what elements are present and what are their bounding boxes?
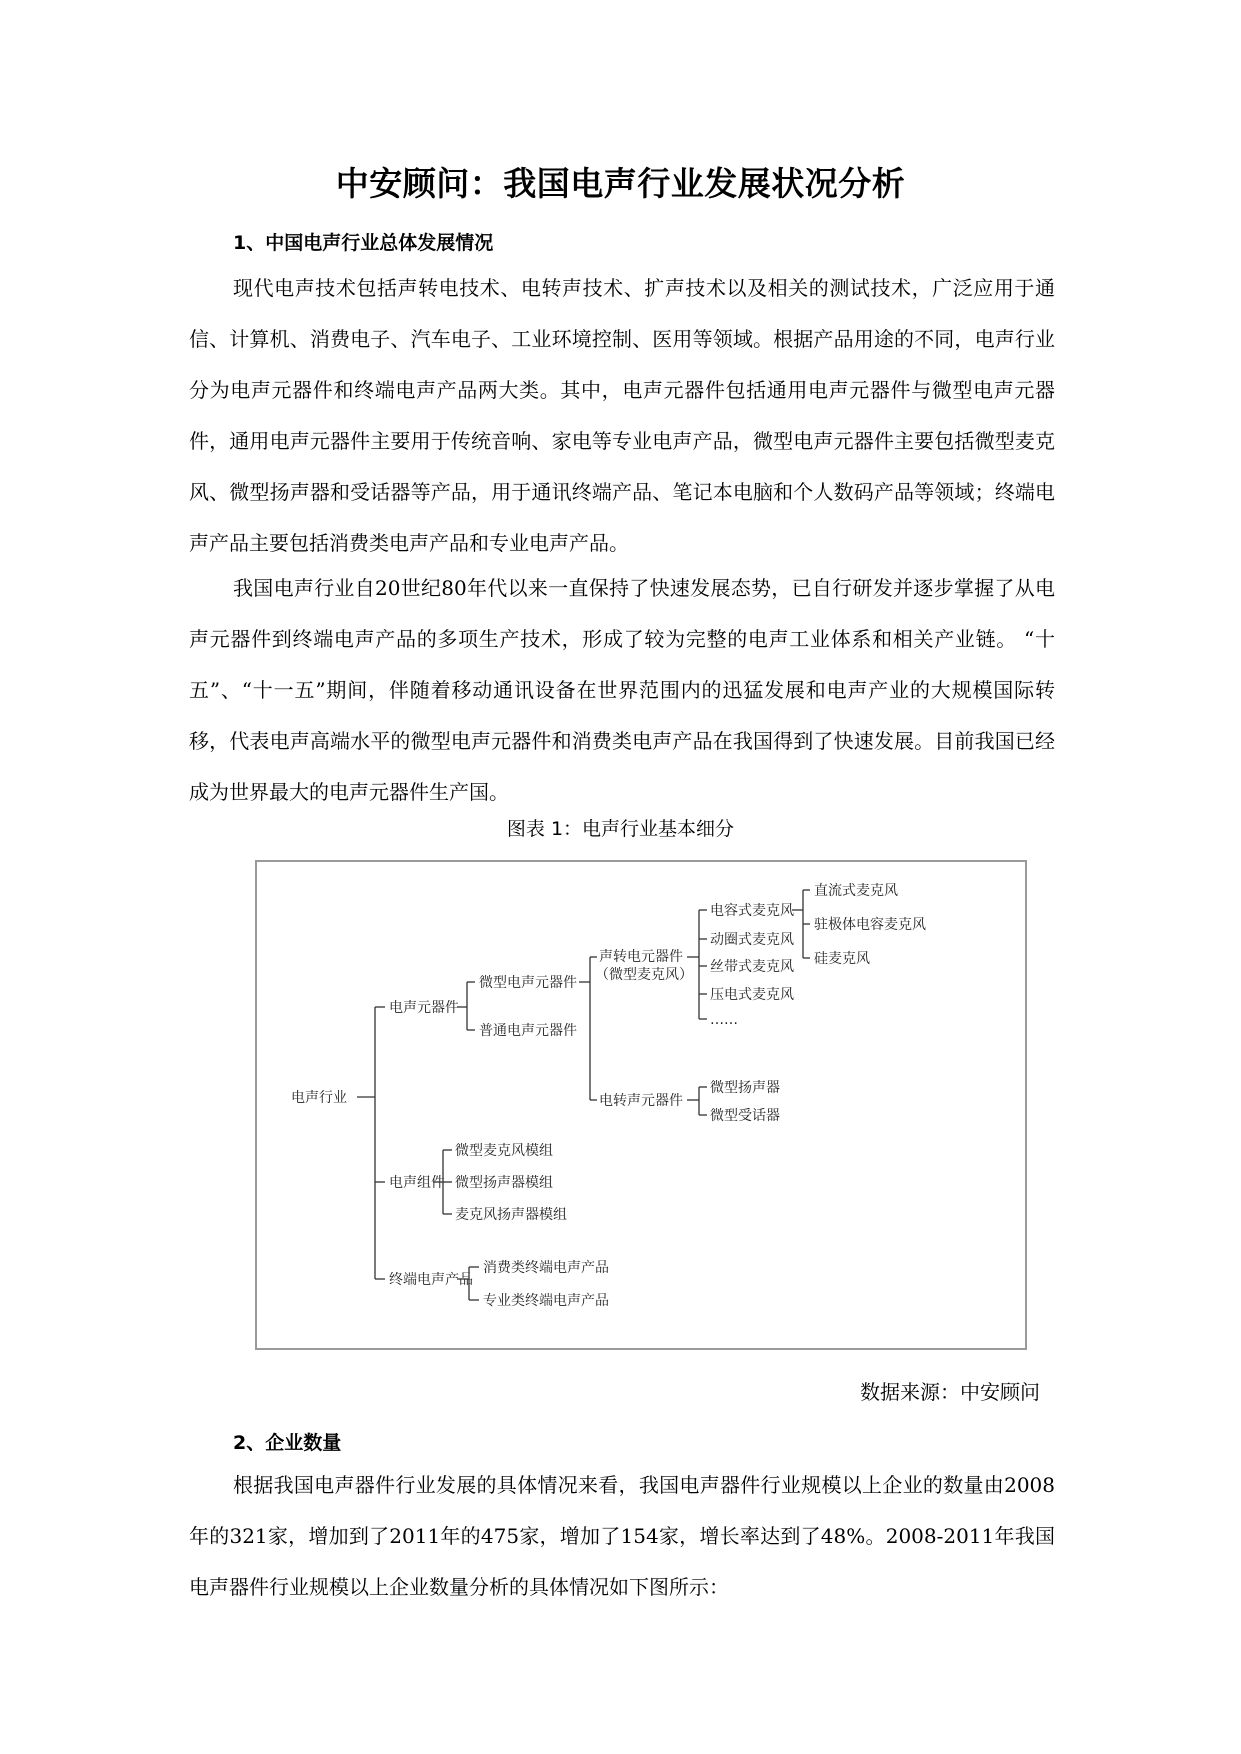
tree-speaker-module: 微型扬声器模组 xyxy=(455,1175,553,1191)
tree-piezo-mic: 压电式麦克风 xyxy=(710,987,794,1003)
tree-more-mics: …… xyxy=(710,1012,738,1028)
paragraph-2: 我国电声行业自20世纪80年代以来一直保持了快速发展态势，已自行研发并逐步掌握了从电声元器件到终端电声产品的多项生产技术，形成了较为完整的电声工业体系和相关产业链。 “十五”、“十一五”期间，伴随着移动通讯设备在世界范围内的迅猛发展和电声产业的大规模国际转移，代表电声高端水平的微型电声元器件和消费类电声产品在我国得到了快速发展。目前我国已经成为世界最大的电声元器件生产国。 xyxy=(189,576,1055,804)
section-2-heading: 2、企业数量 xyxy=(233,1432,342,1454)
tree-pro-terminal: 专业类终端电声产品 xyxy=(483,1293,609,1309)
figure-caption: 图表 1：电声行业基本细分 xyxy=(506,818,735,840)
section-1-heading: 1、中国电声行业总体发展情况 xyxy=(233,232,494,254)
tree-svg xyxy=(257,862,1025,1348)
tree-ribbon-mic: 丝带式麦克风 xyxy=(710,959,794,975)
tree-mic-speaker-module: 麦克风扬声器模组 xyxy=(455,1207,567,1223)
paragraph-3: 根据我国电声器件行业发展的具体情况来看，我国电声器件行业规模以上企业的数量由2008年的321家，增加到了2011年的475家，增加了154家，增长率达到了48%。2008-2011年我国电声器件行业规模以上企业数量分析的具体情况如下图所示： xyxy=(189,1473,1055,1599)
tree-root: 电声行业 xyxy=(291,1090,347,1106)
data-source: 数据来源：中安顾问 xyxy=(860,1380,1040,1404)
tree-micro-receiver: 微型受话器 xyxy=(710,1108,780,1124)
tree-condenser-mic: 电容式麦克风 xyxy=(710,903,794,919)
tree-l1-modules: 电声组件 xyxy=(389,1175,445,1191)
tree-electric-to-sound: 电转声元器件 xyxy=(599,1093,683,1109)
tree-consumer-terminal: 消费类终端电声产品 xyxy=(483,1260,609,1276)
tree-l1-terminal: 终端电声产品 xyxy=(389,1272,473,1288)
tree-micro-speaker: 微型扬声器 xyxy=(710,1080,780,1096)
tree-micro-mic-note: （微型麦克风） xyxy=(595,967,693,983)
tree-l1-components: 电声元器件 xyxy=(389,1000,459,1016)
tree-general-components: 普通电声元器件 xyxy=(479,1023,577,1039)
tree-mic-module: 微型麦克风模组 xyxy=(455,1143,553,1159)
tree-sound-to-electric: 声转电元器件 xyxy=(599,949,683,965)
tree-silicon-mic: 硅麦克风 xyxy=(814,951,870,967)
tree-dc-mic: 直流式麦克风 xyxy=(814,883,898,899)
tree-micro-components: 微型电声元器件 xyxy=(479,975,577,991)
paragraph-1: 现代电声技术包括声转电技术、电转声技术、扩声技术以及相关的测试技术，广泛应用于通信、计算机、消费电子、汽车电子、工业环境控制、医用等领域。根据产品用途的不同，电声行业分为电声元器件和终端电声产品两大类。其中，电声元器件包括通用电声元器件与微型电声元器件，通用电声元器件主要用于传统音响、家电等专业电声产品，微型电声元器件主要包括微型麦克风、微型扬声器和受话器等产品，用于通讯终端产品、笔记本电脑和个人数码产品等领域；终端电声产品主要包括消费类电声产品和专业电声产品。 xyxy=(189,276,1055,555)
page-title: 中安顾问：我国电声行业发展状况分析 xyxy=(335,164,906,203)
industry-tree-diagram xyxy=(255,860,1027,1350)
tree-electret-mic: 驻极体电容麦克风 xyxy=(814,917,926,933)
tree-dynamic-mic: 动圈式麦克风 xyxy=(710,932,794,948)
